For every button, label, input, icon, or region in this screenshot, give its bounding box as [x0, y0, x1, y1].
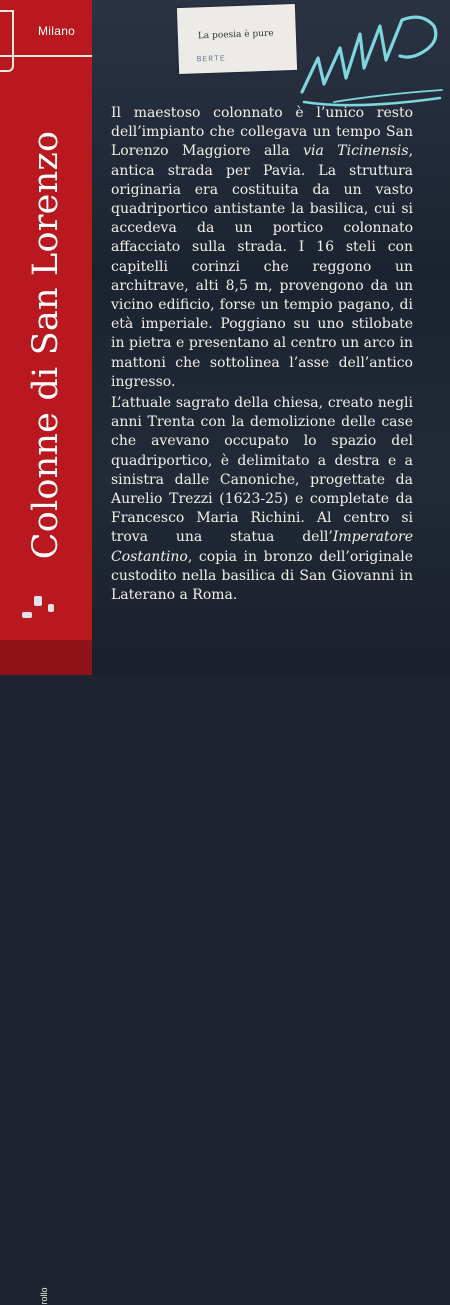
- description-text: [111, 104, 413, 605]
- paper-sticker: [177, 4, 297, 74]
- text-span: , copia in bronzo dell’originale custodito nella basilica di San Giovanni in Laterano a Roma.: [111, 548, 413, 604]
- bottom-sticker: [0, 640, 92, 1305]
- italic-term: via Ticinensis: [303, 143, 409, 160]
- sticker-residue: [34, 596, 42, 606]
- sticker-text: La poesia è pure: [197, 28, 274, 42]
- corner-text: rollo: [39, 1287, 49, 1305]
- sticker-residue: [48, 604, 54, 612]
- text-span: Il maestoso colonnato è l’unico resto dell’impianto che collegava un tempo San Lorenzo Maggiore alla: [111, 105, 413, 160]
- sticker-tag: BERTE: [196, 54, 226, 65]
- text-span: L’attuale sagrato della chiesa, creato negli anni Trenta con la demolizione delle case che avevano occupato lo spazio del quadriportico, è delimitato a destra e a sinistra dalle Canoniche, progettate da Aurelio Trezzi (1623-25) e completate da Francesco Maria Richini. Al centro si trova una statua dell’: [111, 395, 413, 546]
- text-span: , antica strada per Pavia. La struttura originaria era costituita da un vasto quadriportico antistante la basilica, cui si accedeva da un portico colonnato affacciato sulla strada. I 16 steli con capitelli corinzi che reggono un architrave, alti 8,5 m, provengono da un vicino edificio, forse un tempio pagano, di età imperiale. Poggiano su uno stilobate in pietra e presentano al centro un arco in mattoni che sottolinea l’asse dell’antico ingresso.: [111, 143, 414, 390]
- red-side-band: [0, 0, 92, 675]
- city-name: Milano: [38, 24, 76, 38]
- city-crest-icon: [0, 10, 14, 72]
- graffiti-tag-icon: [294, 6, 444, 110]
- monument-title: Colonne di San Lorenzo: [26, 130, 66, 560]
- band-divider: [0, 55, 92, 57]
- italic-term: Imperatore Costantino: [111, 529, 413, 565]
- paragraph-1: [111, 104, 413, 392]
- paragraph-2: [111, 394, 413, 605]
- sticker-residue: [22, 612, 32, 618]
